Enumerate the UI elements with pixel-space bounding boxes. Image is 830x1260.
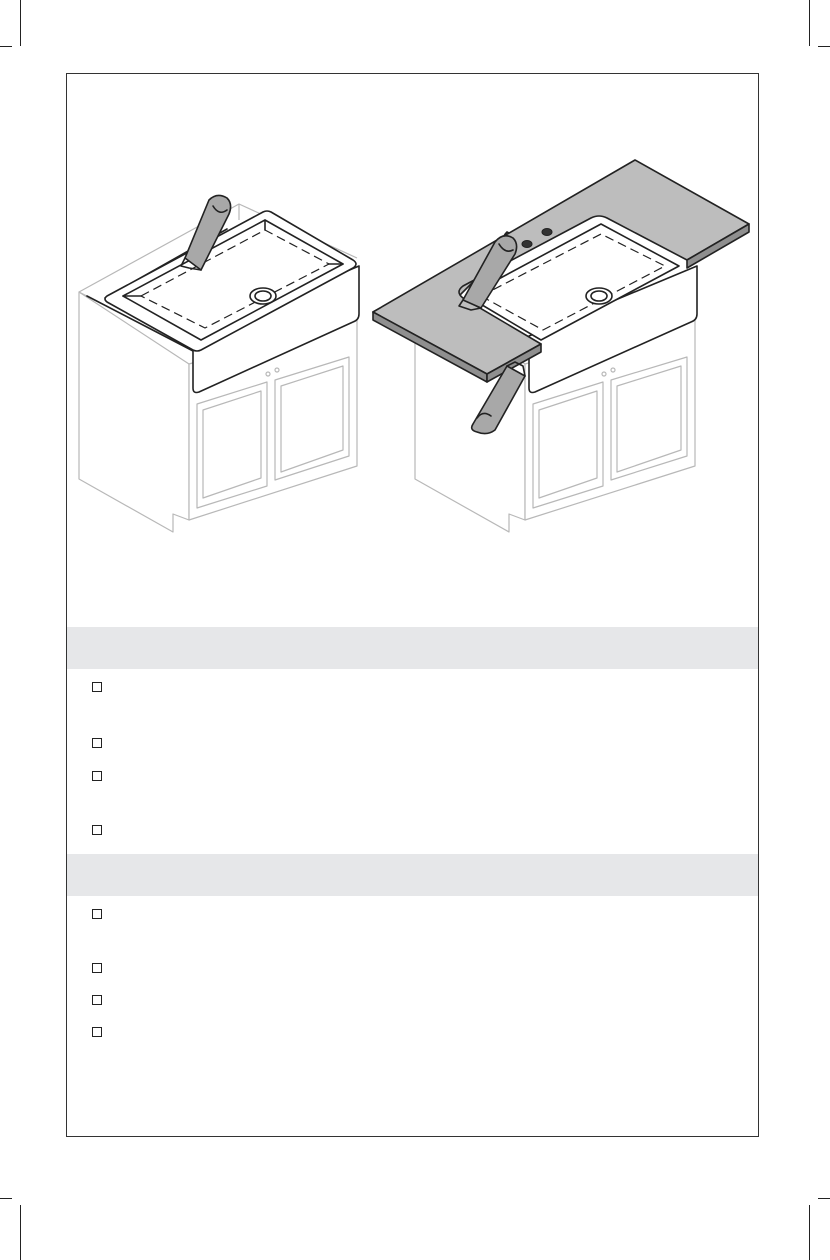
- crop-mark-bottom-left-h: [0, 1198, 12, 1199]
- checklist-item: [89, 822, 729, 842]
- checklist-item: [89, 992, 729, 1012]
- crop-mark-top-right-v: [809, 0, 810, 46]
- checklist-item: [89, 960, 729, 980]
- sink-installation-illustration: [67, 74, 758, 627]
- checkbox[interactable]: [92, 1027, 102, 1037]
- crop-mark-bottom-left-v: [20, 1205, 21, 1260]
- crop-mark-top-left-v: [20, 0, 21, 46]
- crop-mark-top-left-h: [0, 46, 12, 47]
- checkbox[interactable]: [92, 825, 102, 835]
- section-band-2: [67, 854, 758, 896]
- checklist-item: [89, 768, 729, 788]
- checkbox[interactable]: [92, 738, 102, 748]
- checkbox[interactable]: [92, 909, 102, 919]
- checkbox[interactable]: [92, 963, 102, 973]
- section-band-1: [67, 627, 758, 669]
- checklist-item: [89, 906, 729, 926]
- checkbox[interactable]: [92, 771, 102, 781]
- figure-sink-cabinet: [79, 195, 359, 532]
- checkbox[interactable]: [92, 995, 102, 1005]
- crop-mark-bottom-right-v: [809, 1205, 810, 1260]
- checkbox[interactable]: [92, 682, 102, 692]
- crop-mark-top-right-h: [818, 46, 830, 47]
- checklist-item: [89, 735, 729, 755]
- figure-sink-countertop: [373, 160, 749, 532]
- crop-mark-bottom-right-h: [818, 1198, 830, 1199]
- checklist-item: [89, 1024, 729, 1044]
- checklist-item: [89, 679, 729, 699]
- content-frame: [66, 73, 759, 1137]
- faucet-hole-1: [522, 241, 532, 248]
- faucet-hole-2: [542, 229, 552, 236]
